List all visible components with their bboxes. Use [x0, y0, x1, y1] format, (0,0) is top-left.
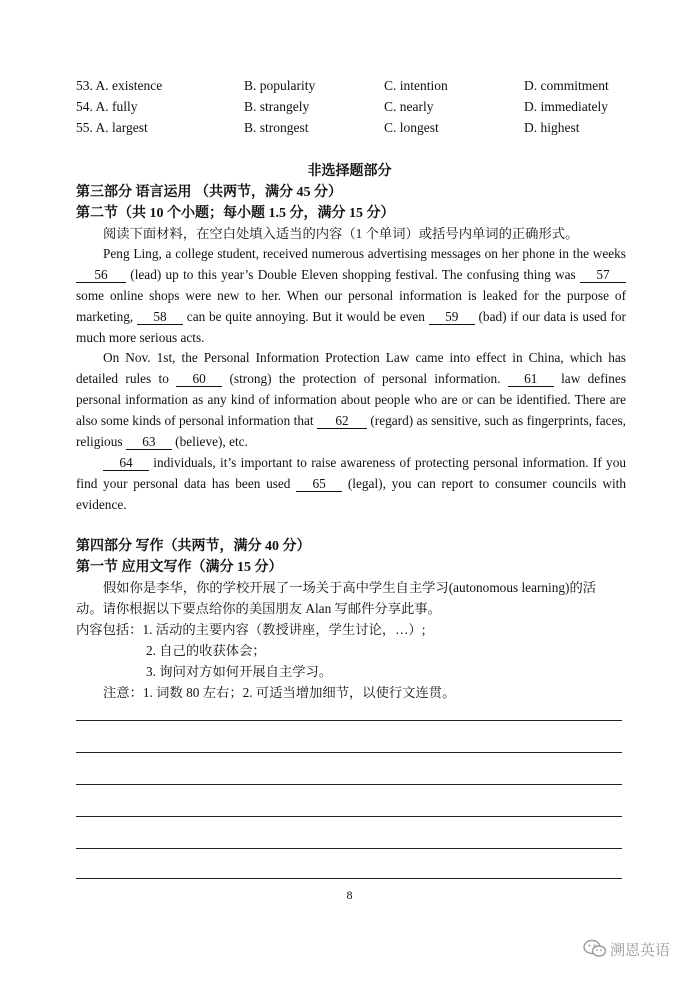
writing-prompt-line-1: 假如你是李华，你的学校开展了一场关于高中学生自主学习(autonomous learning)的活	[103, 580, 597, 595]
part4-subheading: 第一节 应用文写作（满分 15 分）	[76, 560, 283, 575]
blank-64[interactable]: 64	[103, 455, 149, 471]
section-title: 非选择题部分	[307, 164, 392, 179]
option-b: B. strangely	[244, 99, 310, 114]
option-c: C. longest	[384, 120, 439, 135]
part3-subheading: 第二节（共 10 个小题；每小题 1.5 分，满分 15 分）	[76, 206, 395, 221]
passage-text: (bad) if our data is used for much more serious acts.	[76, 309, 626, 345]
option-a: 55. A. largest	[76, 120, 148, 135]
wechat-icon	[583, 939, 607, 959]
blank-63[interactable]: 63	[126, 434, 172, 450]
page-number: 8	[346, 888, 353, 902]
passage-text: some online shops were new to her. When our personal information is leaked for the purpose of marketing,	[76, 288, 626, 324]
passage-paragraph-2	[76, 347, 626, 452]
passage-paragraph-3	[76, 452, 626, 515]
writing-line[interactable]	[76, 878, 622, 879]
passage-text: can be quite annoying. But it would be even	[183, 309, 429, 324]
option-b: B. strongest	[244, 120, 309, 135]
option-row-55	[76, 120, 636, 140]
passage-text: Peng Ling, a college student, received numerous advertising messages on her phone in the weeks	[103, 246, 626, 261]
blank-57[interactable]: 57	[580, 267, 626, 283]
passage-text: On Nov. 1st, the Personal Information Protection Law came into effect in China, which has detailed rules to	[76, 350, 626, 386]
passage-text: (believe), etc.	[171, 434, 248, 449]
passage-text: (regard) as sensitive, such as fingerprints, faces, religious	[76, 413, 626, 449]
blank-59[interactable]: 59	[429, 309, 475, 325]
watermark-text: 溯恩英语	[610, 941, 671, 959]
writing-line[interactable]	[76, 720, 622, 721]
passage-text: (legal), you can report to consumer councils with evidence.	[76, 476, 627, 512]
part4-heading: 第四部分 写作（共两节，满分 40 分）	[76, 539, 311, 554]
option-d: D. commitment	[524, 78, 609, 93]
option-c: C. nearly	[384, 99, 434, 114]
option-d: D. immediately	[524, 99, 608, 114]
passage-paragraph-1	[76, 243, 626, 348]
writing-prompt-line-2: 动。请你根据以下要点给你的美国朋友 Alan 写邮件分享此事。	[76, 601, 441, 616]
passage-text: law defines personal information as any kind of information about people who are or can be identified. There are also some kinds of personal information that	[76, 371, 626, 428]
option-a: 54. A. fully	[76, 99, 138, 114]
blank-60[interactable]: 60	[176, 371, 222, 387]
blank-62[interactable]: 62	[317, 413, 367, 429]
watermark	[583, 937, 693, 961]
blank-61[interactable]: 61	[508, 371, 554, 387]
passage-text: (lead) up to this year’s Double Eleven shopping festival. The confusing thing was	[126, 267, 580, 282]
writing-line[interactable]	[76, 752, 622, 753]
content-point-2: 2. 自己的收获体会；	[146, 643, 266, 658]
passage-text: individuals, it’s important to raise awareness of protecting personal information. If you find your personal data has been used	[76, 455, 626, 491]
content-point-3: 3. 询问对方如何开展自主学习。	[146, 664, 333, 679]
writing-note: 注意：1. 词数 80 左右；2. 可适当增加细节，以使行文连贯。	[103, 685, 456, 700]
part3-heading: 第三部分 语言运用 （共两节，满分 45 分）	[76, 185, 342, 200]
writing-line[interactable]	[76, 784, 622, 785]
blank-56[interactable]: 56	[76, 267, 126, 283]
option-row-54	[76, 99, 636, 119]
content-points-label: 内容包括：1. 活动的主要内容（教授讲座，学生讨论，…）;	[76, 622, 426, 637]
option-row-53	[76, 78, 636, 98]
blank-65[interactable]: 65	[296, 476, 342, 492]
writing-line[interactable]	[76, 848, 622, 849]
instruction-text: 阅读下面材料，在空白处填入适当的内容（1 个单词）或括号内单词的正确形式。	[103, 226, 579, 241]
option-c: C. intention	[384, 78, 448, 93]
option-a: 53. A. existence	[76, 78, 163, 93]
writing-line[interactable]	[76, 816, 622, 817]
option-d: D. highest	[524, 120, 580, 135]
blank-58[interactable]: 58	[137, 309, 183, 325]
option-b: B. popularity	[244, 78, 316, 93]
passage-text: (strong) the protection of personal information.	[222, 371, 508, 386]
